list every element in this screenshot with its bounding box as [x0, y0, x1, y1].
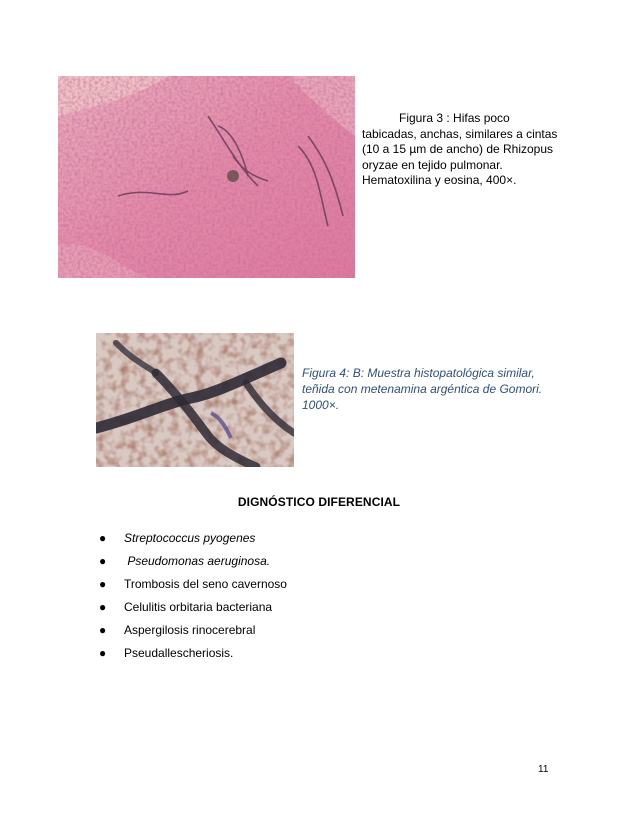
list-item-text: Celulitis orbitaria bacteriana — [124, 600, 273, 614]
figure-4-caption: Figura 4: B: Muestra histopatológica similar, teñida con metenamina argéntica de Gomori. 1000×. — [302, 366, 543, 412]
figure-4-image — [96, 333, 294, 467]
bullet-icon: ● — [99, 577, 107, 591]
list-item — [96, 622, 287, 645]
figure-3-caption — [362, 111, 562, 189]
figure-3-caption-rest: tabicadas, anchas, similares a cintas (10 a 15 µm de ancho) de Rhizopus oryzae en tejido pulmonar. Hematoxilina y eosina, 400×. — [362, 126, 558, 187]
bullet-icon: ● — [99, 646, 107, 660]
list-item — [96, 553, 287, 576]
list-item-text: Pseudallescheriosis. — [124, 646, 234, 660]
section-heading-text: DIGNÓSTICO DIFERENCIAL — [237, 495, 401, 509]
page-number: 11 — [538, 764, 549, 775]
section-heading — [0, 495, 638, 509]
bullet-icon: ● — [99, 531, 107, 545]
list-item — [96, 645, 287, 668]
differential-diagnosis-list — [96, 530, 287, 668]
list-item — [96, 576, 287, 599]
list-item — [96, 530, 287, 553]
bullet-icon: ● — [99, 623, 107, 637]
figure-3-caption-line1: Figura 3 : Hifas poco — [399, 111, 510, 125]
bullet-icon: ● — [99, 554, 107, 568]
list-item-text: Trombosis del seno cavernoso — [124, 577, 287, 591]
list-item-text: Aspergilosis rinocerebral — [124, 623, 256, 637]
bullet-icon: ● — [99, 600, 107, 614]
list-item-text: Pseudomonas aeruginosa. — [124, 554, 271, 568]
list-item — [96, 599, 287, 622]
list-item-text: Streptococcus pyogenes — [124, 531, 256, 545]
figure-3-image — [58, 76, 355, 278]
